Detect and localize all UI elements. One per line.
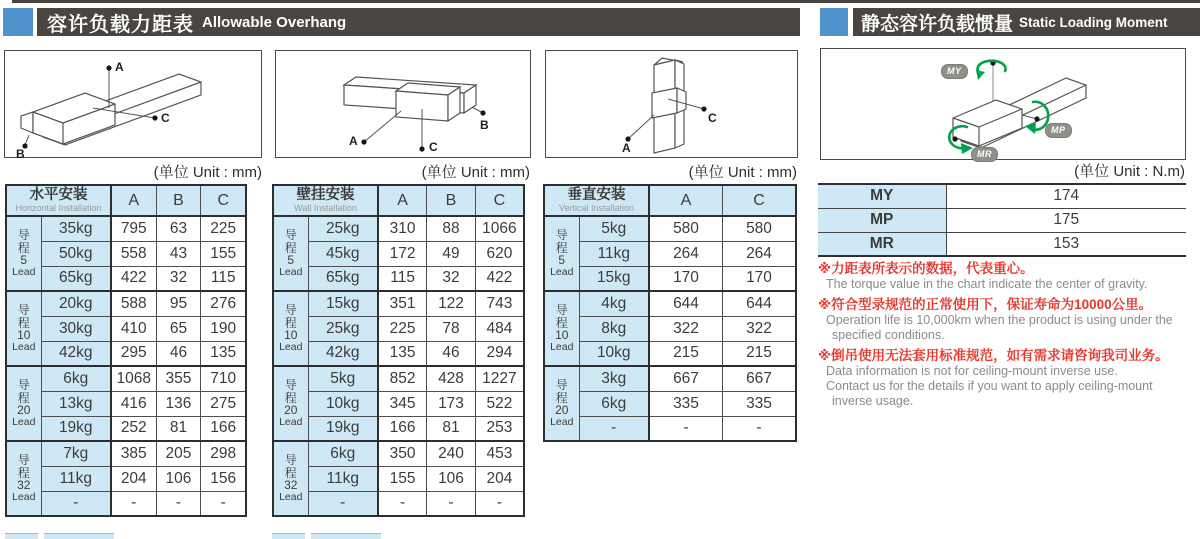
column-header-b: B [427, 185, 476, 216]
value-cell: 215 [723, 341, 797, 366]
table-row [273, 441, 524, 466]
lead-char: 导 [17, 378, 30, 392]
value-cell: 43 [156, 241, 201, 266]
value-cell: 166 [201, 416, 246, 441]
value-cell: 335 [649, 391, 722, 416]
static-moment-grid [818, 183, 1186, 257]
value-cell: 620 [475, 241, 524, 266]
cutoff-table-fragment [311, 533, 381, 539]
lead-char: 导 [555, 228, 568, 242]
load-cell: 15kg [308, 291, 378, 316]
vertical-installation-diagram [545, 50, 798, 158]
lead-char: 导 [17, 228, 30, 242]
load-cell: 42kg [41, 341, 111, 366]
value-cell: 95 [156, 291, 201, 316]
moment-value-mr: 153 [946, 232, 1186, 256]
column-header-a: A [378, 185, 427, 216]
moment-row [818, 208, 1186, 232]
value-cell: 345 [378, 391, 427, 416]
value-cell: 170 [649, 266, 722, 291]
value-cell: 710 [201, 366, 246, 391]
value-cell: 190 [201, 316, 246, 341]
load-cell: 10kg [308, 391, 378, 416]
value-cell: 276 [201, 291, 246, 316]
lead-char: 程 [555, 315, 568, 330]
value-cell: 310 [378, 216, 427, 241]
horizontal-installation-table [5, 184, 247, 517]
lead-char: 导 [284, 453, 297, 467]
lead-word: Lead [279, 341, 303, 353]
value-cell: 1066 [475, 216, 524, 241]
table-row [273, 216, 524, 241]
value-cell: - [111, 491, 156, 516]
lead-word: Lead [550, 266, 574, 278]
lead-char: 程 [555, 390, 568, 405]
point-c-label: C [708, 111, 717, 125]
value-cell: 667 [649, 366, 722, 391]
lead-number: 32 [284, 478, 298, 492]
value-cell: - [475, 491, 524, 516]
wall-installation-diagram [275, 50, 531, 158]
value-cell: 355 [156, 366, 201, 391]
lead-cell [273, 216, 308, 291]
value-cell: 155 [201, 241, 246, 266]
header-row [273, 185, 524, 216]
cutoff-table-fragment [44, 533, 114, 539]
note-en: Operation life is 10,000km when the product is using under the [826, 313, 1173, 327]
lead-char: 程 [17, 390, 30, 405]
note-en: Data information is not for ceiling-mount inverse use. [826, 364, 1118, 378]
table-row [6, 466, 246, 491]
value-cell: 46 [156, 341, 201, 366]
moment-section-header [853, 8, 1200, 36]
lead-char: 程 [17, 465, 30, 480]
value-cell: 122 [427, 291, 476, 316]
value-cell: 170 [723, 266, 797, 291]
load-cell: 25kg [308, 316, 378, 341]
value-cell: 204 [475, 466, 524, 491]
value-cell: 422 [111, 266, 156, 291]
load-cell: 11kg [41, 466, 111, 491]
value-cell: 135 [378, 341, 427, 366]
moment-label-mp: MP [818, 208, 946, 232]
overhang-title-en: Allowable Overhang [202, 13, 347, 31]
load-cell: 4kg [579, 291, 649, 316]
point-a-label: A [622, 141, 631, 155]
load-cell: 6kg [41, 366, 111, 391]
installation-title-en: Horizontal Installation [15, 203, 102, 213]
moment-value-mp: 175 [946, 208, 1186, 232]
load-cell: - [41, 491, 111, 516]
wall-rail-drawing [276, 51, 529, 156]
table-row [544, 316, 796, 341]
lead-cell [544, 366, 579, 441]
static-moment-diagram [820, 48, 1186, 160]
load-cell: 25kg [308, 216, 378, 241]
lead-word: Lead [12, 416, 36, 428]
load-cell: - [308, 491, 378, 516]
overhang-title-cn: 容许负载力距表 [47, 13, 194, 36]
lead-number: 5 [287, 253, 295, 267]
table-row [273, 491, 524, 516]
lead-word: Lead [279, 266, 303, 278]
column-header-a: A [111, 185, 156, 216]
table-row [6, 416, 246, 441]
table-row [273, 391, 524, 416]
value-cell: 49 [427, 241, 476, 266]
value-cell: 166 [378, 416, 427, 441]
moment-title-en: Static Loading Moment [1019, 14, 1168, 30]
overhang-accent-square [3, 8, 33, 36]
value-cell: 264 [723, 241, 797, 266]
lead-char: 导 [284, 303, 297, 317]
lead-char: 程 [284, 240, 297, 255]
value-cell: 155 [378, 466, 427, 491]
value-cell: 795 [111, 216, 156, 241]
value-cell: 46 [427, 341, 476, 366]
value-cell: 558 [111, 241, 156, 266]
load-cell: 19kg [308, 416, 378, 441]
cutoff-table-fragment [5, 533, 38, 539]
load-cell: 6kg [308, 441, 378, 466]
lead-number: 10 [17, 328, 31, 342]
table-row [273, 241, 524, 266]
point-a-label: A [349, 134, 358, 148]
value-cell: 322 [723, 316, 797, 341]
load-cell: 20kg [41, 291, 111, 316]
value-cell: 78 [427, 316, 476, 341]
value-cell: 65 [156, 316, 201, 341]
value-cell: 225 [201, 216, 246, 241]
lead-cell [544, 291, 579, 366]
value-cell: 588 [111, 291, 156, 316]
moment-accent-square [820, 8, 848, 36]
note-en: specified conditions. [832, 328, 945, 342]
lead-number: 32 [17, 478, 31, 492]
mr-badge: MR [971, 147, 998, 162]
lead-word: Lead [12, 341, 36, 353]
footnotes [818, 261, 1200, 409]
table-row [544, 266, 796, 291]
moment-label-mr: MR [818, 232, 946, 256]
load-cell: 5kg [308, 366, 378, 391]
value-cell: 743 [475, 291, 524, 316]
installation-title-en: Vertical Installation [558, 203, 635, 213]
installation-title-cn: 垂直安装 [567, 187, 626, 203]
value-cell: - [649, 416, 722, 441]
point-a-label: A [115, 60, 124, 74]
value-cell: 115 [201, 266, 246, 291]
value-cell: 1227 [475, 366, 524, 391]
table-row [544, 341, 796, 366]
installation-header-cell [6, 185, 111, 216]
note-cn: ※倒吊使用无法套用标准规范，如有需求请咨询我司业务。 [818, 348, 1169, 363]
lead-cell [6, 441, 41, 516]
lead-char: 导 [284, 228, 297, 242]
value-cell: 106 [427, 466, 476, 491]
header-row [544, 185, 796, 216]
value-cell: 580 [723, 216, 797, 241]
load-cell: - [579, 416, 649, 441]
value-cell: 63 [156, 216, 201, 241]
value-cell: 205 [156, 441, 201, 466]
lead-word: Lead [279, 416, 303, 428]
lead-word: Lead [12, 266, 36, 278]
value-cell: 173 [427, 391, 476, 416]
horizontal-rail-drawing [5, 51, 260, 156]
table-row [273, 341, 524, 366]
value-cell: 81 [156, 416, 201, 441]
table-row [6, 316, 246, 341]
value-cell: 1068 [111, 366, 156, 391]
load-cell: 15kg [579, 266, 649, 291]
load-cell: 7kg [41, 441, 111, 466]
value-cell: 416 [111, 391, 156, 416]
unit-label-mm-1: (单位 Unit : mm) [153, 164, 262, 181]
lead-char: 程 [17, 240, 30, 255]
load-cell: 30kg [41, 316, 111, 341]
load-cell: 3kg [579, 366, 649, 391]
value-cell: 253 [475, 416, 524, 441]
load-cell: 42kg [308, 341, 378, 366]
table-row [273, 366, 524, 391]
load-cell: 11kg [579, 241, 649, 266]
lead-char: 程 [284, 315, 297, 330]
lead-char: 程 [284, 465, 297, 480]
moment-row [818, 232, 1186, 256]
value-cell: 264 [649, 241, 722, 266]
installation-title-en: Wall Installation [294, 203, 357, 213]
moment-value-my: 174 [946, 184, 1186, 208]
value-cell: 225 [378, 316, 427, 341]
table-row [544, 416, 796, 441]
value-cell: - [723, 416, 797, 441]
t-horizontal-grid [5, 184, 247, 517]
lead-word: Lead [279, 491, 303, 503]
table-row [6, 366, 246, 391]
value-cell: 32 [427, 266, 476, 291]
point-b-label: B [16, 147, 25, 161]
table-row [6, 291, 246, 316]
installation-title-cn: 水平安装 [29, 187, 88, 203]
installation-title-cn: 壁挂安装 [296, 187, 355, 203]
value-cell: 136 [156, 391, 201, 416]
value-cell: 275 [201, 391, 246, 416]
lead-number: 5 [558, 253, 566, 267]
value-cell: 294 [475, 341, 524, 366]
value-cell: 135 [201, 341, 246, 366]
lead-char: 导 [555, 303, 568, 317]
table-row [544, 366, 796, 391]
value-cell: 240 [427, 441, 476, 466]
horizontal-installation-diagram [4, 50, 262, 161]
lead-char: 导 [555, 378, 568, 392]
table-row [273, 416, 524, 441]
note-cn: ※符合型录规范的正常使用下，保证寿命为10000公里。 [818, 297, 1153, 312]
value-cell: - [201, 491, 246, 516]
value-cell: 172 [378, 241, 427, 266]
table-row [6, 491, 246, 516]
table-row [544, 241, 796, 266]
table-row [6, 441, 246, 466]
column-header-c: C [201, 185, 246, 216]
table-row [273, 291, 524, 316]
value-cell: 351 [378, 291, 427, 316]
value-cell: 322 [649, 316, 722, 341]
lead-number: 20 [17, 403, 31, 417]
lead-word: Lead [550, 416, 574, 428]
value-cell: 644 [723, 291, 797, 316]
table-row [544, 391, 796, 416]
lead-char: 导 [17, 303, 30, 317]
static-moment-table [818, 183, 1186, 257]
value-cell: 335 [723, 391, 797, 416]
value-cell: 81 [427, 416, 476, 441]
load-cell: 65kg [308, 266, 378, 291]
value-cell: 453 [475, 441, 524, 466]
point-b-label: B [480, 118, 489, 132]
t-vertical-grid [543, 184, 797, 442]
lead-number: 10 [555, 328, 569, 342]
load-cell: 8kg [579, 316, 649, 341]
overhang-section-header [37, 8, 800, 36]
load-cell: 19kg [41, 416, 111, 441]
table-row [544, 291, 796, 316]
value-cell: 252 [111, 416, 156, 441]
moment-rail-drawing [821, 49, 1184, 158]
unit-label-nm: (单位 Unit : N.m) [1074, 163, 1185, 180]
column-header-c: C [475, 185, 524, 216]
table-row [273, 466, 524, 491]
installation-header-cell [544, 185, 649, 216]
lead-char: 程 [284, 390, 297, 405]
lead-word: Lead [550, 341, 574, 353]
value-cell: 204 [111, 466, 156, 491]
value-cell: 428 [427, 366, 476, 391]
value-cell: - [378, 491, 427, 516]
table-row [6, 241, 246, 266]
lead-number: 5 [20, 253, 28, 267]
value-cell: 484 [475, 316, 524, 341]
lead-char: 导 [284, 378, 297, 392]
moment-title-cn: 静态容许负载惯量 [861, 13, 1014, 35]
value-cell: 644 [649, 291, 722, 316]
value-cell: - [427, 491, 476, 516]
value-cell: 410 [111, 316, 156, 341]
lead-word: Lead [12, 491, 36, 503]
my-badge: MY [941, 64, 968, 79]
table-row [544, 216, 796, 241]
column-header-b: B [156, 185, 201, 216]
load-cell: 50kg [41, 241, 111, 266]
vertical-rail-drawing [546, 51, 796, 156]
value-cell: 215 [649, 341, 722, 366]
lead-cell [273, 441, 308, 516]
table-row [6, 216, 246, 241]
value-cell: 156 [201, 466, 246, 491]
value-cell: 350 [378, 441, 427, 466]
lead-cell [273, 366, 308, 441]
point-c-label: C [161, 111, 170, 125]
value-cell: 106 [156, 466, 201, 491]
lead-number: 10 [284, 328, 298, 342]
value-cell: 385 [111, 441, 156, 466]
moment-label-my: MY [818, 184, 946, 208]
column-header-c: C [723, 185, 797, 216]
value-cell: 298 [201, 441, 246, 466]
value-cell: 422 [475, 266, 524, 291]
lead-char: 程 [555, 240, 568, 255]
t-wall-grid [272, 184, 525, 517]
point-c-label: C [429, 140, 438, 154]
note-cn: ※力距表所表示的数据，代表重心。 [818, 261, 1034, 276]
moment-row [818, 184, 1186, 208]
load-cell: 10kg [579, 341, 649, 366]
vertical-installation-table [543, 184, 797, 442]
table-row [6, 341, 246, 366]
lead-cell [273, 291, 308, 366]
table-row [6, 266, 246, 291]
value-cell: 580 [649, 216, 722, 241]
lead-number: 20 [284, 403, 298, 417]
load-cell: 5kg [579, 216, 649, 241]
unit-label-mm-2: (单位 Unit : mm) [421, 164, 530, 181]
table-row [273, 316, 524, 341]
lead-char: 程 [17, 315, 30, 330]
header-row [6, 185, 246, 216]
lead-cell [6, 291, 41, 366]
lead-number: 20 [555, 403, 569, 417]
lead-cell [6, 366, 41, 441]
value-cell: 852 [378, 366, 427, 391]
installation-header-cell [273, 185, 378, 216]
wall-installation-table [272, 184, 525, 517]
load-cell: 13kg [41, 391, 111, 416]
unit-label-mm-3: (单位 Unit : mm) [688, 164, 797, 181]
cutoff-table-fragment [272, 533, 305, 539]
top-rule [12, 0, 1200, 3]
value-cell: 115 [378, 266, 427, 291]
value-cell: 88 [427, 216, 476, 241]
lead-char: 导 [17, 453, 30, 467]
load-cell: 11kg [308, 466, 378, 491]
column-header-a: A [649, 185, 722, 216]
load-cell: 35kg [41, 216, 111, 241]
value-cell: 522 [475, 391, 524, 416]
value-cell: - [156, 491, 201, 516]
mp-badge: MP [1045, 123, 1072, 138]
note-en: Contact us for the details if you want to apply ceiling-mount [826, 379, 1153, 393]
lead-cell [6, 216, 41, 291]
table-row [273, 266, 524, 291]
load-cell: 65kg [41, 266, 111, 291]
note-en: inverse usage. [832, 394, 914, 408]
value-cell: 32 [156, 266, 201, 291]
note-en: The torque value in the chart indicate the center of gravity. [826, 277, 1148, 291]
value-cell: 295 [111, 341, 156, 366]
load-cell: 6kg [579, 391, 649, 416]
value-cell: 667 [723, 366, 797, 391]
load-cell: 45kg [308, 241, 378, 266]
lead-cell [544, 216, 579, 291]
table-row [6, 391, 246, 416]
